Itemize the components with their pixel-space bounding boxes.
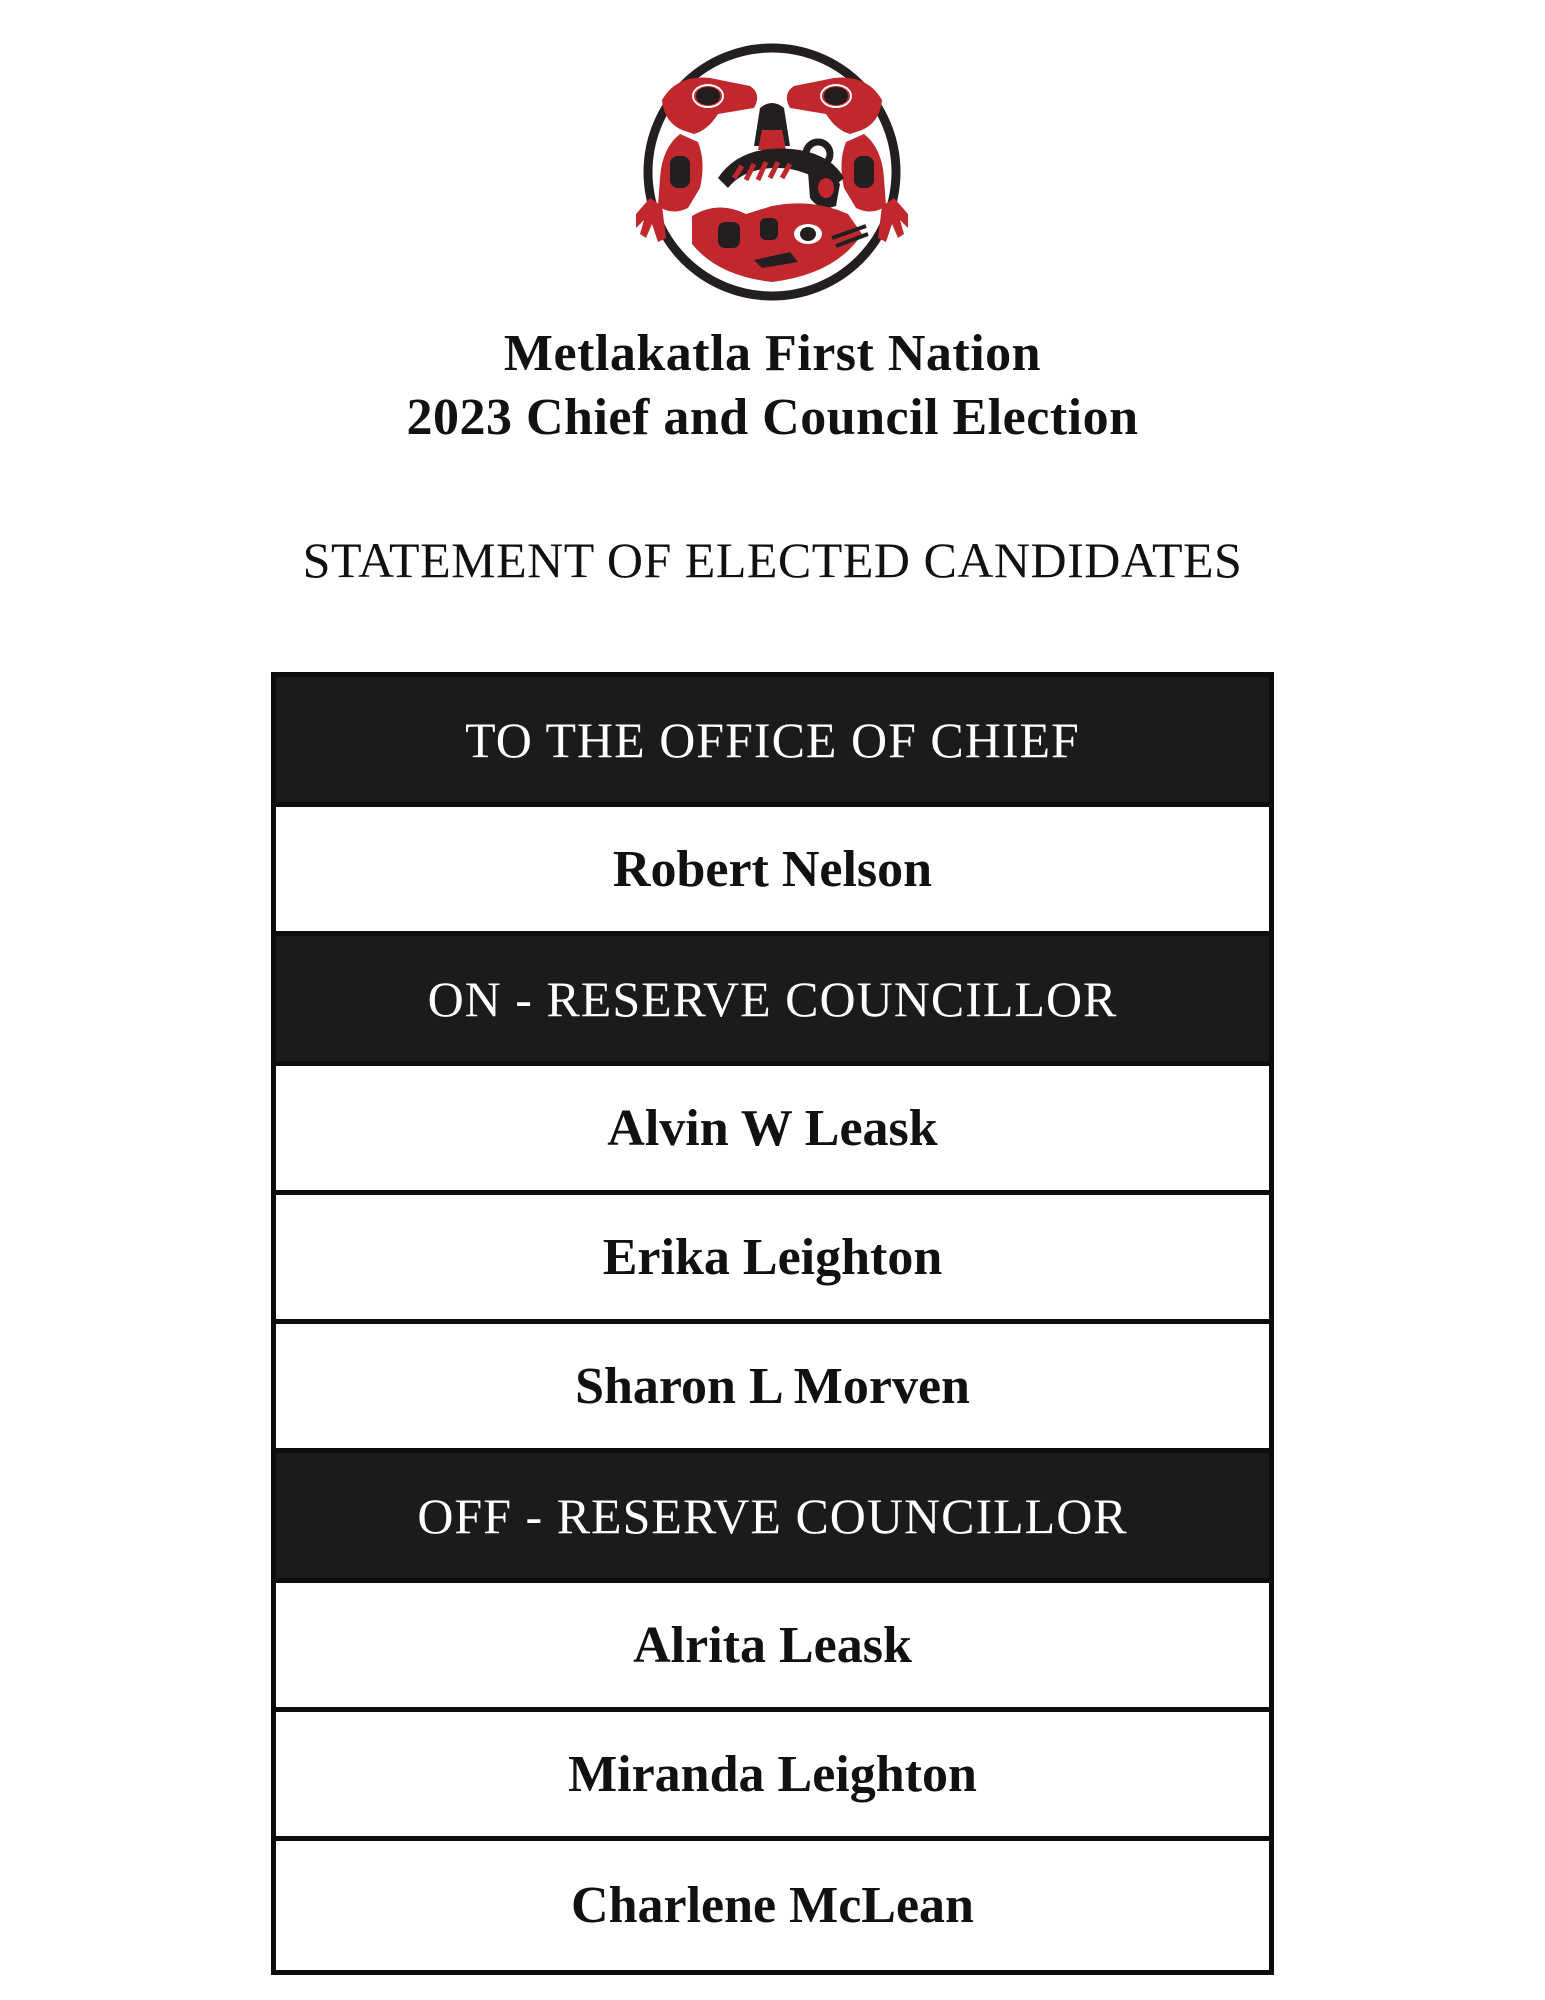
section-off-reserve-councillor	[276, 1453, 1269, 1970]
candidate-row: Erika Leighton	[276, 1195, 1269, 1324]
candidate-row: Alrita Leask	[276, 1583, 1269, 1712]
candidate-row: Robert Nelson	[276, 807, 1269, 936]
title-line-election: 2023 Chief and Council Election	[406, 389, 1139, 446]
candidate-row: Charlene McLean	[276, 1841, 1269, 1970]
section-header-chief: TO THE OFFICE OF CHIEF	[276, 677, 1269, 807]
elected-candidates-table	[271, 672, 1274, 1975]
section-header-on-reserve: ON - RESERVE COUNCILLOR	[276, 936, 1269, 1066]
candidate-row: Miranda Leighton	[276, 1712, 1269, 1841]
section-on-reserve-councillor	[276, 936, 1269, 1453]
document-title	[0, 322, 1545, 450]
candidate-row: Alvin W Leask	[276, 1066, 1269, 1195]
document-subtitle: STATEMENT OF ELECTED CANDIDATES	[302, 532, 1243, 588]
crest-icon	[622, 38, 922, 308]
candidate-row: Sharon L Morven	[276, 1324, 1269, 1453]
section-header-off-reserve: OFF - RESERVE COUNCILLOR	[276, 1453, 1269, 1583]
title-line-nation: Metlakatla First Nation	[503, 325, 1042, 382]
logo-crest	[622, 38, 922, 308]
section-chief	[276, 677, 1269, 936]
